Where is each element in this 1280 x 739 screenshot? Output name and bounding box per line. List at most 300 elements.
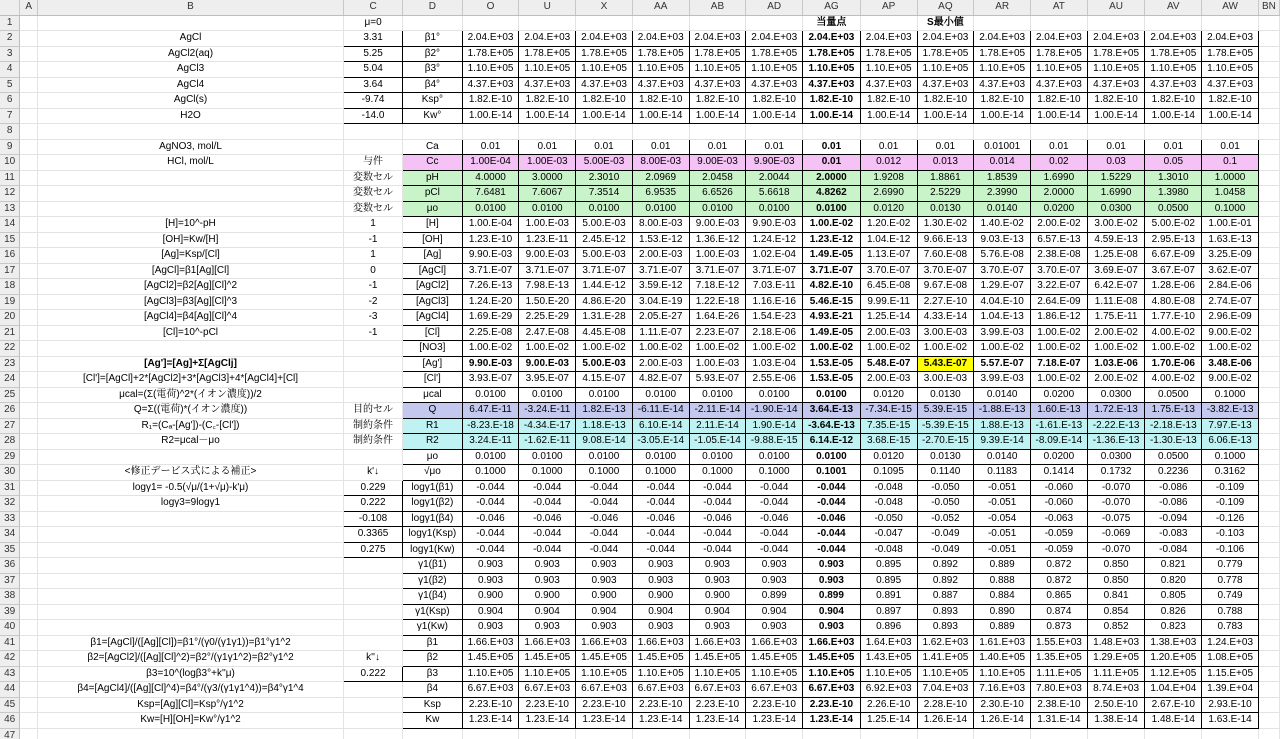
cell-ag[interactable]: 0.903 bbox=[803, 573, 861, 589]
cell-aa[interactable]: 1.10.E+05 bbox=[632, 666, 689, 682]
cell-at[interactable]: 0.873 bbox=[1031, 620, 1088, 636]
cell-aa[interactable]: 0.903 bbox=[632, 558, 689, 574]
cell-ap[interactable]: 3.68.E-15 bbox=[860, 434, 917, 450]
row-header[interactable]: 17 bbox=[0, 263, 20, 279]
cell-ar[interactable]: 1.40.E-02 bbox=[974, 217, 1031, 233]
cell-au[interactable]: 0.0300 bbox=[1087, 387, 1145, 403]
cell-ad[interactable]: 0.904 bbox=[746, 604, 803, 620]
cell-ar[interactable] bbox=[974, 124, 1031, 140]
cell-aq[interactable]: 5.39.E-15 bbox=[917, 403, 974, 419]
row-header[interactable]: 20 bbox=[0, 310, 20, 326]
cell-ar[interactable]: 2.3990 bbox=[974, 186, 1031, 202]
column-header-b[interactable]: B bbox=[37, 0, 343, 15]
cell-d-symbol[interactable]: R1 bbox=[403, 418, 463, 434]
cell-c[interactable] bbox=[344, 387, 403, 403]
cell-aa[interactable]: 6.67.E+03 bbox=[632, 682, 689, 698]
cell-u[interactable]: 1.10.E+05 bbox=[519, 62, 576, 78]
cell-av[interactable]: 0.0500 bbox=[1145, 201, 1202, 217]
cell-bn[interactable] bbox=[1258, 728, 1279, 739]
cell-o[interactable]: 1.45.E+05 bbox=[462, 651, 519, 667]
cell-ad[interactable]: -1.90.E-14 bbox=[746, 403, 803, 419]
cell-aa[interactable]: 1.82.E-10 bbox=[632, 93, 689, 109]
cell-ap[interactable]: 1.20.E-02 bbox=[860, 217, 917, 233]
cell-aw[interactable]: 1.78.E+05 bbox=[1202, 46, 1259, 62]
cell-a[interactable] bbox=[20, 232, 38, 248]
cell-at[interactable]: 1.00.E-02 bbox=[1031, 372, 1088, 388]
cell-aw[interactable]: 1.00.E-14 bbox=[1202, 108, 1259, 124]
row-header[interactable]: 40 bbox=[0, 620, 20, 636]
cell-o[interactable]: 1.10.E+05 bbox=[462, 62, 519, 78]
cell-ag[interactable]: -0.044 bbox=[803, 527, 861, 543]
row-header[interactable]: 21 bbox=[0, 325, 20, 341]
cell-ap[interactable]: 1.04.E-12 bbox=[860, 232, 917, 248]
cell-av[interactable]: 1.00.E-02 bbox=[1145, 341, 1202, 357]
row-header[interactable]: 33 bbox=[0, 511, 20, 527]
cell-o[interactable]: 0.0100 bbox=[462, 449, 519, 465]
row-header[interactable]: 22 bbox=[0, 341, 20, 357]
cell-o[interactable]: 1.78.E+05 bbox=[462, 46, 519, 62]
row-header[interactable]: 1 bbox=[0, 15, 20, 31]
cell-bn[interactable] bbox=[1258, 170, 1279, 186]
cell-aw[interactable]: -0.126 bbox=[1202, 511, 1259, 527]
row-header[interactable]: 15 bbox=[0, 232, 20, 248]
cell-aa[interactable]: -0.046 bbox=[632, 511, 689, 527]
cell-bn[interactable] bbox=[1258, 217, 1279, 233]
cell-aa[interactable]: 0.903 bbox=[632, 573, 689, 589]
cell-d-symbol[interactable]: μcal bbox=[403, 387, 463, 403]
cell-av[interactable]: 0.823 bbox=[1145, 620, 1202, 636]
cell-au[interactable]: 1.10.E+05 bbox=[1087, 62, 1145, 78]
cell-au[interactable]: 1.03.E-06 bbox=[1087, 356, 1145, 372]
cell-aq[interactable]: -0.049 bbox=[917, 527, 974, 543]
cell-u[interactable]: 1.66.E+03 bbox=[519, 635, 576, 651]
cell-d-symbol[interactable]: β1 bbox=[403, 635, 463, 651]
cell-aq[interactable]: 2.04.E+03 bbox=[917, 31, 974, 47]
cell-ap[interactable]: 5.48.E-07 bbox=[860, 356, 917, 372]
cell-x[interactable]: 5.00.E-03 bbox=[576, 217, 633, 233]
cell-c[interactable]: 1 bbox=[344, 248, 403, 264]
column-header-o[interactable]: O bbox=[462, 0, 519, 15]
cell-au[interactable]: -0.070 bbox=[1087, 480, 1145, 496]
cell-c[interactable]: 変数セル bbox=[344, 201, 403, 217]
cell-d-symbol[interactable]: [AgCl2] bbox=[403, 279, 463, 295]
cell-av[interactable]: 1.75.E-13 bbox=[1145, 403, 1202, 419]
cell-o[interactable]: 1.23.E-10 bbox=[462, 232, 519, 248]
cell-aa[interactable]: 0.0100 bbox=[632, 201, 689, 217]
cell-at[interactable]: 6.57.E-13 bbox=[1031, 232, 1088, 248]
cell-ag[interactable]: -0.044 bbox=[803, 480, 861, 496]
cell-ab[interactable]: 7.18.E-12 bbox=[689, 279, 746, 295]
cell-aw[interactable]: 1.24.E+03 bbox=[1202, 635, 1259, 651]
cell-ad[interactable]: 1.54.E-23 bbox=[746, 310, 803, 326]
cell-ab[interactable]: 0.01 bbox=[689, 139, 746, 155]
cell-aa[interactable]: 2.04.E+03 bbox=[632, 31, 689, 47]
cell-c[interactable] bbox=[344, 635, 403, 651]
row-header[interactable]: 13 bbox=[0, 201, 20, 217]
cell-aw[interactable]: 3.25.E-09 bbox=[1202, 248, 1259, 264]
cell-aq[interactable]: 0.01 bbox=[917, 139, 974, 155]
cell-ar[interactable]: -0.051 bbox=[974, 496, 1031, 512]
cell-c[interactable]: -1 bbox=[344, 279, 403, 295]
cell-x[interactable]: 0.0100 bbox=[576, 201, 633, 217]
cell-ad[interactable]: 1.16.E-16 bbox=[746, 294, 803, 310]
cell-av[interactable]: 0.0500 bbox=[1145, 449, 1202, 465]
cell-ar[interactable] bbox=[974, 728, 1031, 739]
cell-au[interactable]: 1.48.E+03 bbox=[1087, 635, 1145, 651]
cell-x[interactable]: -0.044 bbox=[576, 480, 633, 496]
cell-u[interactable]: 4.37.E+03 bbox=[519, 77, 576, 93]
cell-aw[interactable]: 2.93.E-10 bbox=[1202, 697, 1259, 713]
cell-c[interactable]: -1 bbox=[344, 232, 403, 248]
cell-ap[interactable]: 2.6990 bbox=[860, 186, 917, 202]
cell-ab[interactable]: 1.36.E-12 bbox=[689, 232, 746, 248]
cell-au[interactable]: -1.36.E-13 bbox=[1087, 434, 1145, 450]
cell-u[interactable]: 7.98.E-13 bbox=[519, 279, 576, 295]
cell-d-symbol[interactable]: Ksp° bbox=[403, 93, 463, 109]
cell-aw[interactable]: -0.109 bbox=[1202, 496, 1259, 512]
cell-au[interactable]: 1.25.E-08 bbox=[1087, 248, 1145, 264]
cell-ag[interactable]: 1.82.E-10 bbox=[803, 93, 861, 109]
cell-ad[interactable]: 1.66.E+03 bbox=[746, 635, 803, 651]
cell-at[interactable]: 3.70.E-07 bbox=[1031, 263, 1088, 279]
cell-at[interactable]: 0.02 bbox=[1031, 155, 1088, 171]
cell-c[interactable] bbox=[344, 139, 403, 155]
cell-ag[interactable]: 4.37.E+03 bbox=[803, 77, 861, 93]
cell-at[interactable]: 0.01 bbox=[1031, 139, 1088, 155]
cell-at[interactable]: 7.80.E+03 bbox=[1031, 682, 1088, 698]
cell-aq[interactable]: 1.78.E+05 bbox=[917, 46, 974, 62]
cell-b-label[interactable]: <修正デービス式による補正> bbox=[37, 465, 343, 481]
cell-d-symbol[interactable]: β3° bbox=[403, 62, 463, 78]
cell-b-label[interactable]: Kw=[H][OH]=Kw°/γ1^2 bbox=[37, 713, 343, 729]
cell-ad[interactable]: 1.82.E-10 bbox=[746, 93, 803, 109]
cell-u[interactable]: 9.00.E-03 bbox=[519, 248, 576, 264]
cell-o[interactable]: 1.23.E-14 bbox=[462, 713, 519, 729]
cell-aq[interactable]: 1.00.E-14 bbox=[917, 108, 974, 124]
cell-ag[interactable]: 4.8262 bbox=[803, 186, 861, 202]
cell-aw[interactable]: 1.08.E+05 bbox=[1202, 651, 1259, 667]
cell-bn[interactable] bbox=[1258, 403, 1279, 419]
row-header[interactable]: 46 bbox=[0, 713, 20, 729]
cell-bn[interactable] bbox=[1258, 558, 1279, 574]
cell-bn[interactable] bbox=[1258, 139, 1279, 155]
cell-o[interactable]: 0.903 bbox=[462, 558, 519, 574]
cell-aw[interactable]: -0.106 bbox=[1202, 542, 1259, 558]
cell-aq[interactable]: -0.049 bbox=[917, 542, 974, 558]
column-header-d[interactable]: D bbox=[403, 0, 463, 15]
row-header[interactable]: 16 bbox=[0, 248, 20, 264]
cell-ab[interactable]: 0.903 bbox=[689, 558, 746, 574]
cell-bn[interactable] bbox=[1258, 186, 1279, 202]
cell-aq[interactable]: 9.67.E-08 bbox=[917, 279, 974, 295]
cell-c[interactable]: 5.25 bbox=[344, 46, 403, 62]
cell-ab[interactable]: 1.00.E-14 bbox=[689, 108, 746, 124]
cell-aa[interactable]: 2.00.E-03 bbox=[632, 356, 689, 372]
cell-ab[interactable]: 0.1000 bbox=[689, 465, 746, 481]
cell-ad[interactable]: 9.90.E-03 bbox=[746, 217, 803, 233]
cell-u[interactable]: 0.903 bbox=[519, 558, 576, 574]
cell-a[interactable] bbox=[20, 325, 38, 341]
cell-d-symbol[interactable]: logγ1(β1) bbox=[403, 480, 463, 496]
cell-aa[interactable] bbox=[632, 15, 689, 31]
cell-o[interactable]: 0.0100 bbox=[462, 387, 519, 403]
cell-av[interactable]: 0.01 bbox=[1145, 139, 1202, 155]
cell-au[interactable]: 1.00.E-02 bbox=[1087, 341, 1145, 357]
cell-b-label[interactable]: AgNO3, mol/L bbox=[37, 139, 343, 155]
cell-x[interactable]: 0.903 bbox=[576, 573, 633, 589]
row-header[interactable]: 14 bbox=[0, 217, 20, 233]
cell-o[interactable]: -8.23.E-18 bbox=[462, 418, 519, 434]
cell-ab[interactable]: 2.04.E+03 bbox=[689, 31, 746, 47]
cell-av[interactable]: -0.086 bbox=[1145, 480, 1202, 496]
cell-av[interactable]: 0.0500 bbox=[1145, 387, 1202, 403]
cell-ab[interactable]: 2.11.E-14 bbox=[689, 418, 746, 434]
cell-ar[interactable]: 1.26.E-14 bbox=[974, 713, 1031, 729]
cell-u[interactable]: 1.23.E-11 bbox=[519, 232, 576, 248]
cell-x[interactable]: 1.23.E-14 bbox=[576, 713, 633, 729]
cell-x[interactable]: -0.044 bbox=[576, 527, 633, 543]
cell-o[interactable]: 3.24.E-11 bbox=[462, 434, 519, 450]
cell-aa[interactable]: 1.00.E-02 bbox=[632, 341, 689, 357]
row-header[interactable]: 39 bbox=[0, 604, 20, 620]
cell-o[interactable]: 0.903 bbox=[462, 620, 519, 636]
cell-av[interactable]: 1.10.E+05 bbox=[1145, 62, 1202, 78]
column-header-bn[interactable]: BN bbox=[1258, 0, 1279, 15]
cell-bn[interactable] bbox=[1258, 697, 1279, 713]
cell-ab[interactable] bbox=[689, 124, 746, 140]
cell-aq[interactable]: 0.893 bbox=[917, 620, 974, 636]
cell-aa[interactable]: -0.044 bbox=[632, 480, 689, 496]
cell-c[interactable] bbox=[344, 728, 403, 739]
cell-at[interactable]: -0.060 bbox=[1031, 496, 1088, 512]
row-header[interactable]: 38 bbox=[0, 589, 20, 605]
cell-ab[interactable]: 0.0100 bbox=[689, 387, 746, 403]
cell-ag[interactable]: 1.49.E-05 bbox=[803, 248, 861, 264]
cell-d-symbol[interactable]: [Cl'] bbox=[403, 372, 463, 388]
cell-ag[interactable]: 5.46.E-15 bbox=[803, 294, 861, 310]
cell-b-label[interactable] bbox=[37, 589, 343, 605]
cell-o[interactable]: 0.900 bbox=[462, 589, 519, 605]
cell-ad[interactable]: 5.6618 bbox=[746, 186, 803, 202]
cell-ad[interactable]: 1.00.E-14 bbox=[746, 108, 803, 124]
cell-x[interactable]: 1.45.E+05 bbox=[576, 651, 633, 667]
cell-aw[interactable]: 0.788 bbox=[1202, 604, 1259, 620]
cell-d-symbol[interactable]: μo bbox=[403, 449, 463, 465]
cell-u[interactable]: 0.900 bbox=[519, 589, 576, 605]
cell-ad[interactable]: 7.03.E-11 bbox=[746, 279, 803, 295]
cell-a[interactable] bbox=[20, 465, 38, 481]
cell-aw[interactable]: 0.3162 bbox=[1202, 465, 1259, 481]
cell-ad[interactable]: 9.90E-03 bbox=[746, 155, 803, 171]
cell-ar[interactable]: 4.04.E-10 bbox=[974, 294, 1031, 310]
cell-ad[interactable]: 6.67.E+03 bbox=[746, 682, 803, 698]
cell-aw[interactable]: -0.103 bbox=[1202, 527, 1259, 543]
cell-ag[interactable]: 1.45.E+05 bbox=[803, 651, 861, 667]
cell-b-label[interactable]: [Ag]=Ksp/[Cl] bbox=[37, 248, 343, 264]
cell-x[interactable]: 3.71.E-07 bbox=[576, 263, 633, 279]
cell-ag[interactable]: 0.903 bbox=[803, 620, 861, 636]
cell-ag[interactable]: 0.0100 bbox=[803, 201, 861, 217]
cell-u[interactable]: 1.10.E+05 bbox=[519, 666, 576, 682]
cell-bn[interactable] bbox=[1258, 713, 1279, 729]
cell-x[interactable]: 2.04.E+03 bbox=[576, 31, 633, 47]
cell-ab[interactable]: 0.0100 bbox=[689, 449, 746, 465]
cell-at[interactable]: 1.86.E-12 bbox=[1031, 310, 1088, 326]
cell-u[interactable]: 0.1000 bbox=[519, 465, 576, 481]
row-header[interactable]: 34 bbox=[0, 527, 20, 543]
cell-ag[interactable]: 0.1001 bbox=[803, 465, 861, 481]
cell-aw[interactable]: 1.82.E-10 bbox=[1202, 93, 1259, 109]
cell-ap[interactable]: 1.13.E-07 bbox=[860, 248, 917, 264]
cell-x[interactable] bbox=[576, 728, 633, 739]
cell-ad[interactable]: 1.45.E+05 bbox=[746, 651, 803, 667]
cell-a[interactable] bbox=[20, 620, 38, 636]
cell-aa[interactable]: -3.05.E-14 bbox=[632, 434, 689, 450]
cell-ap[interactable]: -0.047 bbox=[860, 527, 917, 543]
cell-av[interactable]: 2.95.E-13 bbox=[1145, 232, 1202, 248]
cell-u[interactable]: -0.044 bbox=[519, 496, 576, 512]
cell-d-symbol[interactable]: μo bbox=[403, 201, 463, 217]
cell-ab[interactable]: 2.0458 bbox=[689, 170, 746, 186]
cell-ar[interactable]: -0.054 bbox=[974, 511, 1031, 527]
cell-ab[interactable]: 0.904 bbox=[689, 604, 746, 620]
cell-at[interactable]: 1.10.E+05 bbox=[1031, 62, 1088, 78]
cell-b-label[interactable]: [OH]=Kw/[H] bbox=[37, 232, 343, 248]
cell-ag[interactable]: 1.23.E-14 bbox=[803, 713, 861, 729]
cell-aq[interactable]: 5.43.E-07 bbox=[917, 356, 974, 372]
row-header[interactable]: 4 bbox=[0, 62, 20, 78]
cell-bn[interactable] bbox=[1258, 294, 1279, 310]
cell-aa[interactable]: 1.23.E-14 bbox=[632, 713, 689, 729]
cell-u[interactable] bbox=[519, 124, 576, 140]
cell-u[interactable]: 0.904 bbox=[519, 604, 576, 620]
cell-a[interactable] bbox=[20, 217, 38, 233]
cell-o[interactable]: 2.25.E-08 bbox=[462, 325, 519, 341]
cell-a[interactable] bbox=[20, 434, 38, 450]
cell-u[interactable]: 2.25.E-29 bbox=[519, 310, 576, 326]
cell-ab[interactable]: 1.78.E+05 bbox=[689, 46, 746, 62]
cell-ar[interactable]: 1.88.E-13 bbox=[974, 418, 1031, 434]
cell-b-label[interactable]: [Cl']=[AgCl]+2*[AgCl2]+3*[AgCl3]+4*[AgCl4]+[Cl] bbox=[37, 372, 343, 388]
cell-ar[interactable]: 1.29.E-07 bbox=[974, 279, 1031, 295]
cell-a[interactable] bbox=[20, 403, 38, 419]
row-header[interactable]: 36 bbox=[0, 558, 20, 574]
cell-ap[interactable]: 0.895 bbox=[860, 558, 917, 574]
cell-aq[interactable]: 1.10.E+05 bbox=[917, 666, 974, 682]
cell-ap[interactable]: 1.00.E-14 bbox=[860, 108, 917, 124]
cell-ad[interactable]: 1.24.E-12 bbox=[746, 232, 803, 248]
cell-at[interactable]: 0.865 bbox=[1031, 589, 1088, 605]
cell-av[interactable]: 0.2236 bbox=[1145, 465, 1202, 481]
cell-au[interactable]: -0.070 bbox=[1087, 542, 1145, 558]
cell-aa[interactable]: 2.23.E-10 bbox=[632, 697, 689, 713]
cell-aw[interactable]: 9.00.E-02 bbox=[1202, 325, 1259, 341]
cell-aq[interactable]: -0.050 bbox=[917, 480, 974, 496]
cell-bn[interactable] bbox=[1258, 155, 1279, 171]
cell-aw[interactable]: 1.15.E+05 bbox=[1202, 666, 1259, 682]
cell-d-symbol[interactable]: √μo bbox=[403, 465, 463, 481]
cell-at[interactable]: 1.78.E+05 bbox=[1031, 46, 1088, 62]
cell-bn[interactable] bbox=[1258, 93, 1279, 109]
select-all-corner[interactable] bbox=[0, 0, 20, 15]
cell-aq[interactable]: 1.41.E+05 bbox=[917, 651, 974, 667]
cell-o[interactable]: 1.66.E+03 bbox=[462, 635, 519, 651]
cell-a[interactable] bbox=[20, 186, 38, 202]
cell-d-symbol[interactable]: Cc bbox=[403, 155, 463, 171]
cell-bn[interactable] bbox=[1258, 31, 1279, 47]
column-header-a[interactable]: A bbox=[20, 0, 38, 15]
cell-av[interactable]: 0.820 bbox=[1145, 573, 1202, 589]
cell-c[interactable]: 目的セル bbox=[344, 403, 403, 419]
row-header[interactable]: 23 bbox=[0, 356, 20, 372]
cell-av[interactable]: -0.094 bbox=[1145, 511, 1202, 527]
cell-aa[interactable]: 0.01 bbox=[632, 139, 689, 155]
cell-aa[interactable]: 6.10.E-14 bbox=[632, 418, 689, 434]
cell-ap[interactable]: 1.25.E-14 bbox=[860, 310, 917, 326]
cell-a[interactable] bbox=[20, 558, 38, 574]
cell-c[interactable]: k''↓ bbox=[344, 651, 403, 667]
cell-aq[interactable]: -2.70.E-15 bbox=[917, 434, 974, 450]
cell-c[interactable] bbox=[344, 604, 403, 620]
cell-au[interactable]: 1.00.E-14 bbox=[1087, 108, 1145, 124]
cell-o[interactable]: -0.044 bbox=[462, 496, 519, 512]
cell-av[interactable]: 1.70.E-06 bbox=[1145, 356, 1202, 372]
cell-c[interactable]: 3.31 bbox=[344, 31, 403, 47]
cell-aq[interactable]: 1.26.E-14 bbox=[917, 713, 974, 729]
cell-o[interactable]: 0.1000 bbox=[462, 465, 519, 481]
cell-b-label[interactable]: [AgCl4]=β4[Ag][Cl]^4 bbox=[37, 310, 343, 326]
cell-o[interactable]: 1.00.E-14 bbox=[462, 108, 519, 124]
column-header-u[interactable]: U bbox=[519, 0, 576, 15]
cell-aa[interactable]: 0.900 bbox=[632, 589, 689, 605]
cell-au[interactable]: 1.29.E+05 bbox=[1087, 651, 1145, 667]
cell-d-symbol[interactable]: [AgCl4] bbox=[403, 310, 463, 326]
cell-ap[interactable]: 0.0120 bbox=[860, 201, 917, 217]
cell-ag[interactable]: 1.78.E+05 bbox=[803, 46, 861, 62]
cell-ar[interactable]: 0.889 bbox=[974, 620, 1031, 636]
cell-c[interactable]: -1 bbox=[344, 325, 403, 341]
cell-bn[interactable] bbox=[1258, 46, 1279, 62]
cell-u[interactable]: -4.34.E-17 bbox=[519, 418, 576, 434]
cell-x[interactable]: 1.31.E-28 bbox=[576, 310, 633, 326]
cell-at[interactable]: 1.00.E-02 bbox=[1031, 341, 1088, 357]
cell-ad[interactable]: 0.1000 bbox=[746, 465, 803, 481]
cell-o[interactable]: 0.904 bbox=[462, 604, 519, 620]
cell-u[interactable]: 1.00.E-02 bbox=[519, 341, 576, 357]
cell-bn[interactable] bbox=[1258, 325, 1279, 341]
cell-ab[interactable]: -1.05.E-14 bbox=[689, 434, 746, 450]
cell-a[interactable] bbox=[20, 666, 38, 682]
row-header[interactable]: 5 bbox=[0, 77, 20, 93]
cell-at[interactable]: -8.09.E-14 bbox=[1031, 434, 1088, 450]
cell-aw[interactable]: 0.1000 bbox=[1202, 449, 1259, 465]
cell-c[interactable] bbox=[344, 573, 403, 589]
cell-ag[interactable]: 3.71.E-07 bbox=[803, 263, 861, 279]
column-header-ag[interactable]: AG bbox=[803, 0, 861, 15]
cell-x[interactable]: -0.044 bbox=[576, 542, 633, 558]
cell-av[interactable]: 0.805 bbox=[1145, 589, 1202, 605]
cell-a[interactable] bbox=[20, 248, 38, 264]
cell-aa[interactable]: 0.1000 bbox=[632, 465, 689, 481]
cell-c[interactable]: 変数セル bbox=[344, 170, 403, 186]
cell-a[interactable] bbox=[20, 294, 38, 310]
cell-b-label[interactable]: [Ag']=[Ag]+Σ[AgClj] bbox=[37, 356, 343, 372]
cell-ad[interactable]: -0.046 bbox=[746, 511, 803, 527]
cell-b-label[interactable]: [AgCl]=β1[Ag][Cl] bbox=[37, 263, 343, 279]
cell-av[interactable]: 4.37.E+03 bbox=[1145, 77, 1202, 93]
cell-ar[interactable] bbox=[974, 15, 1031, 31]
cell-ar[interactable]: 1.10.E+05 bbox=[974, 666, 1031, 682]
